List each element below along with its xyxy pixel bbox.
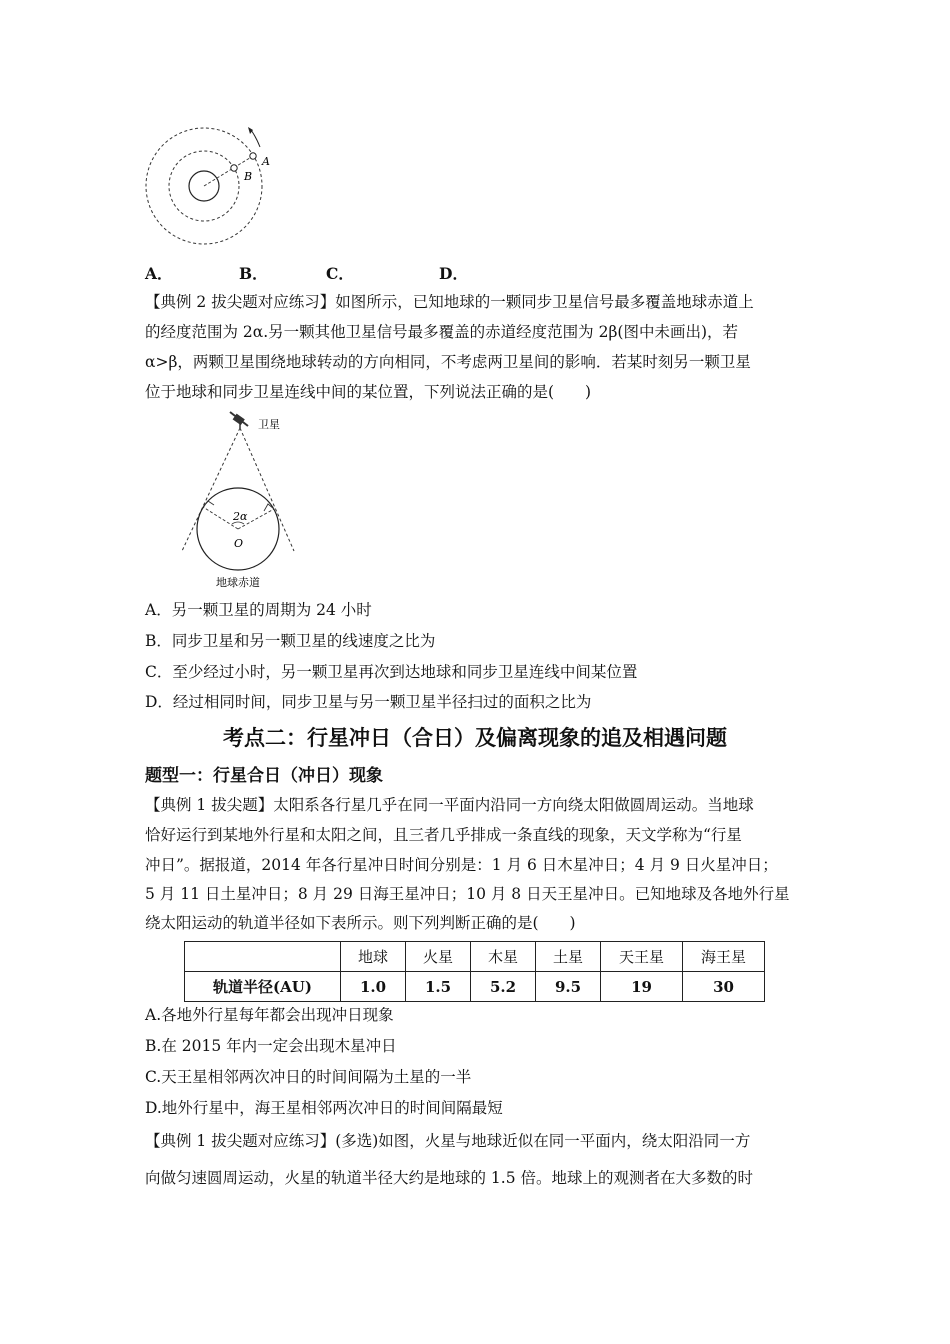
table-header-cell: 木星 — [471, 942, 536, 972]
example2-practice-line3: α>β，两颗卫星围绕地球转动的方向相同，不考虑两卫星间的影响．若某时刻另一颗卫星 — [145, 353, 751, 371]
section-title: 考点二：行星冲日（合日）及偏离现象的追及相遇问题 — [223, 726, 727, 750]
example1-line4: 5 月 11 日土星冲日；8 月 29 日海王星冲日；10 月 8 日天王星冲日。已知地球及各地外行星 — [145, 885, 790, 903]
table-header-cell: 火星 — [406, 942, 471, 972]
example2-option-d: D．经过相同时间，同步卫星与另一颗卫星半径扫过的面积之比为 — [145, 693, 592, 711]
satellite-label: 卫星 — [258, 418, 280, 431]
table-cell: 30 — [683, 972, 765, 1002]
example1-option-c: C.天王星相邻两次冲日的时间间隔为土星的一半 — [145, 1068, 472, 1086]
table-header-cell: 土星 — [536, 942, 601, 972]
label-b: B — [244, 170, 253, 183]
example2-practice-line4: 位于地球和同步卫星连线中间的某位置，下列说法正确的是( ) — [145, 383, 592, 401]
example1-practice-line2: 向做匀速圆周运动，火星的轨道半径大约是地球的 1.5 倍。地球上的观测者在大多数的时 — [145, 1169, 754, 1187]
table-header-cell — [185, 942, 341, 972]
example2-option-a: A．另一颗卫星的周期为 24 小时 — [145, 601, 372, 619]
example1-option-b: B.在 2015 年内一定会出现木星冲日 — [145, 1037, 397, 1055]
example1-option-d: D.地外行星中，海王星相邻两次冲日的时间间隔最短 — [145, 1099, 503, 1117]
satellite-icon — [230, 412, 248, 428]
label-a: A — [262, 155, 270, 168]
satellite-a — [250, 153, 256, 159]
example1-line2: 恰好运行到某地外行星和太阳之间，且三者几乎排成一条直线的现象，天文学称为“行星 — [145, 826, 742, 844]
option-b: B． — [239, 264, 268, 283]
example2-option-b: B．同步卫星和另一颗卫星的线速度之比为 — [145, 632, 436, 650]
table-cell: 5.2 — [471, 972, 536, 1002]
example2-practice-line1: 【典例 2 拔尖题对应练习】如图所示，已知地球的一颗同步卫星信号最多覆盖地球赤道上 — [145, 293, 754, 311]
table-header-cell: 海王星 — [683, 942, 765, 972]
satellite-b — [231, 165, 237, 171]
direction-arrow — [251, 130, 260, 147]
table-cell: 1.5 — [406, 972, 471, 1002]
example1-line1: 【典例 1 拔尖题】太阳系各行星几乎在同一平面内沿同一方向绕太阳做圆周运动。当地球 — [145, 796, 754, 814]
example1-line5: 绕太阳运动的轨道半径如下表所示。则下列判断正确的是( ) — [145, 914, 576, 932]
coverage-figure — [170, 408, 310, 593]
table-header-cell: 地球 — [341, 942, 406, 972]
table-cell: 1.0 — [341, 972, 406, 1002]
example2-practice-line2: 的经度范围为 2α.另一颗其他卫星信号最多覆盖的赤道经度范围为 2β(图中未画出)，若 — [145, 323, 739, 341]
table-header-cell: 天王星 — [601, 942, 683, 972]
table-row-label: 轨道半径(AU) — [185, 972, 341, 1002]
type-title: 题型一：行星合日（冲日）现象 — [145, 766, 383, 786]
equator-caption: 地球赤道 — [216, 576, 260, 589]
table-row — [185, 972, 765, 1002]
orbit-radius-table — [184, 941, 765, 1002]
angle-label: 2α — [233, 510, 248, 523]
example2-option-c: C．至少经过小时，另一颗卫星再次到达地球和同步卫星连线中间某位置 — [145, 663, 638, 681]
example1-line3: 冲日”。据报道，2014 年各行星冲日时间分别是：1 月 6 日木星冲日；4 月 9 日火星冲日； — [145, 856, 778, 874]
example1-option-a: A.各地外行星每年都会出现冲日现象 — [145, 1006, 394, 1024]
table-header-row — [185, 942, 765, 972]
table-cell: 19 — [601, 972, 683, 1002]
example1-practice-line1: 【典例 1 拔尖题对应练习】(多选)如图，火星与地球近似在同一平面内，绕太阳沿同一方 — [145, 1132, 751, 1150]
option-a: A． — [145, 264, 173, 283]
table-cell: 9.5 — [536, 972, 601, 1002]
orbit-figure — [140, 125, 290, 250]
center-label: O — [234, 537, 244, 550]
option-d: D． — [439, 264, 468, 283]
option-c: C． — [326, 264, 354, 283]
